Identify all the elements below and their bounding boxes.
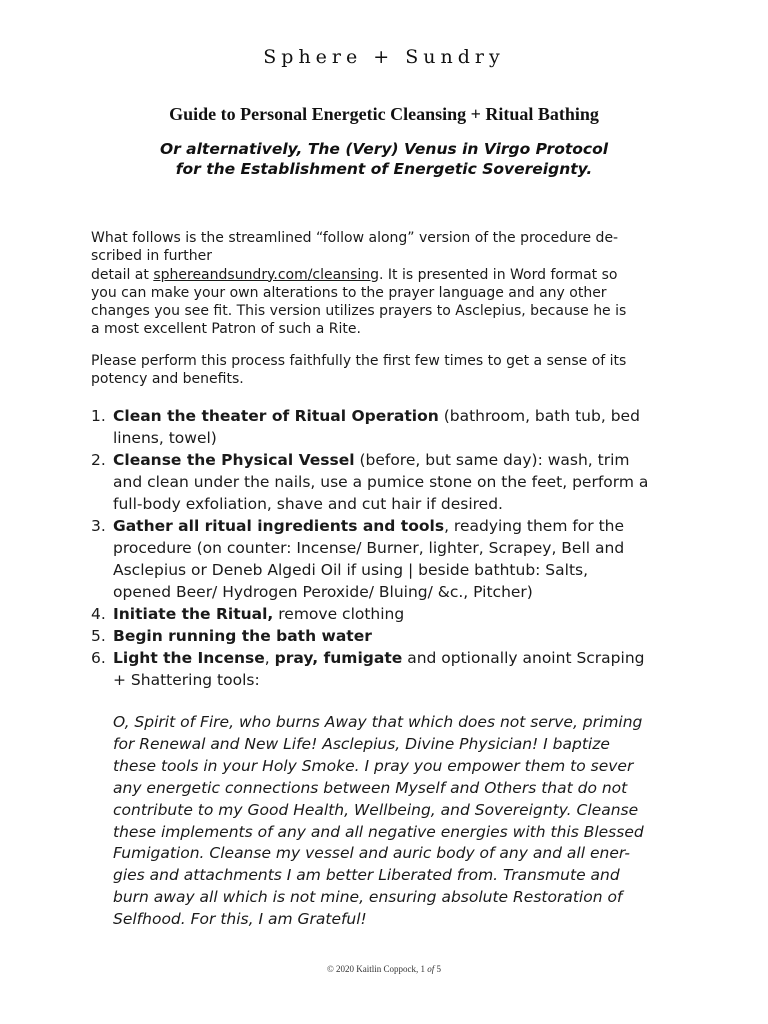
step-line: and clean under the nails, use a pumice stone on the feet, perform a (113, 473, 649, 491)
step-number: 6. (91, 649, 106, 667)
prayer-line: gies and attachments I am better Liberated from. Transmute and (113, 866, 620, 885)
step-text: (before, but same day): wash, trim (354, 451, 630, 469)
perform-line: potency and benefits. (91, 371, 244, 388)
step-number: 5. (91, 627, 106, 645)
prayer-line: contribute to my Good Health, Wellbeing, and Sovereignty. Cleanse (113, 800, 639, 819)
step-line: Asclepius or Deneb Algedi Oil if using | beside bathtub: Salts, (113, 561, 589, 579)
prayer-line: Selfhood. For this, I am Grateful! (113, 910, 367, 929)
step-line (113, 405, 691, 427)
document-subtitle (0, 139, 768, 179)
step-line: procedure (on counter: Incense/ Burner, lighter, Scrapey, Bell and (113, 539, 625, 557)
step-text: , readying them for the (444, 517, 625, 535)
step-line (113, 625, 691, 647)
list-item (91, 647, 691, 691)
step-line: full-body exfoliation, shave and cut hair if desired. (113, 495, 503, 513)
step-text: , (264, 649, 275, 667)
subtitle-line: Or alternatively, The (Very) Venus in Virgo Protocol (159, 140, 609, 158)
step-line (113, 515, 691, 537)
page-total: 5 (436, 964, 442, 974)
perform-line: Please perform this process faithfully the first few times to get a sense of its (91, 353, 627, 369)
page-of-word: of (427, 964, 435, 974)
list-item (91, 515, 691, 603)
step-number: 4. (91, 605, 106, 623)
ritual-steps-list (91, 405, 691, 691)
list-item (91, 405, 691, 449)
list-item (91, 603, 691, 625)
step-text: remove clothing (273, 605, 405, 623)
step-heading: Clean the theater of Ritual Operation (113, 407, 439, 425)
list-item (91, 449, 691, 515)
step-line: linens, towel) (113, 429, 217, 447)
prayer-line: for Renewal and New Life! Asclepius, Divine Physician! I baptize (113, 734, 610, 753)
intro-text: . It is presented in Word format so (379, 266, 618, 283)
prayer-line: burn away all which is not mine, ensuring absolute Restoration of (113, 888, 623, 907)
intro-text: detail at (91, 266, 154, 283)
perform-paragraph (91, 352, 691, 389)
prayer-line: Fumigation. Cleanse my vessel and auric body of any and all ener- (113, 844, 630, 863)
intro-line: What follows is the streamlined “follow along” version of the procedure de- (91, 230, 619, 246)
page-number: 1 (420, 964, 426, 974)
prayer-line: any energetic connections between Myself and Others that do not (113, 778, 628, 797)
step-heading: Gather all ritual ingredients and tools (113, 517, 445, 535)
step-heading: Initiate the Ritual, (113, 605, 274, 623)
page-footer (0, 964, 768, 974)
intro-line (91, 266, 691, 284)
prayer-line: these implements of any and all negative energies with this Blessed (113, 822, 644, 841)
document-title: Guide to Personal Energetic Cleansing + Ritual Bathing (169, 104, 599, 124)
step-heading: Begin running the bath water (113, 627, 372, 645)
intro-paragraph (91, 229, 691, 339)
intro-line: scribed in further (91, 248, 212, 265)
step-line (113, 449, 691, 471)
intro-line: you can make your own alterations to the prayer language and any other (91, 284, 607, 301)
prayer-line: these tools in your Holy Smoke. I pray you empower them to sever (113, 756, 634, 775)
intro-line: changes you see fit. This version utilizes prayers to Asclepius, because he is (91, 303, 627, 320)
prayer-line: O, Spirit of Fire, who burns Away that which does not serve, priming (113, 713, 643, 731)
cleansing-link[interactable]: sphereandsundry.com/cleansing (153, 266, 380, 283)
step-line: opened Beer/ Hydrogen Peroxide/ Bluing/ &c., Pitcher) (113, 583, 533, 601)
step-line (113, 603, 691, 625)
step-number: 2. (91, 451, 106, 469)
intro-line: a most excellent Patron of such a Rite. (91, 321, 361, 338)
copyright-text: © 2020 Kaitlin Coppock, (326, 964, 421, 974)
subtitle-line: for the Establishment of Energetic Sovereignty. (175, 160, 593, 178)
step-heading: pray, fumigate (274, 649, 403, 667)
brand-header: Sphere + Sundry (263, 46, 505, 68)
step-line (113, 647, 691, 669)
prayer-block (113, 712, 683, 931)
step-text: (bathroom, bath tub, bed (438, 407, 640, 425)
step-number: 3. (91, 517, 106, 535)
step-number: 1. (91, 407, 106, 425)
step-heading: Cleanse the Physical Vessel (113, 451, 355, 469)
step-heading: Light the Incense (113, 649, 265, 667)
step-text: and optionally anoint Scraping (402, 649, 645, 667)
list-item (91, 625, 691, 647)
step-line: + Shattering tools: (113, 671, 260, 689)
